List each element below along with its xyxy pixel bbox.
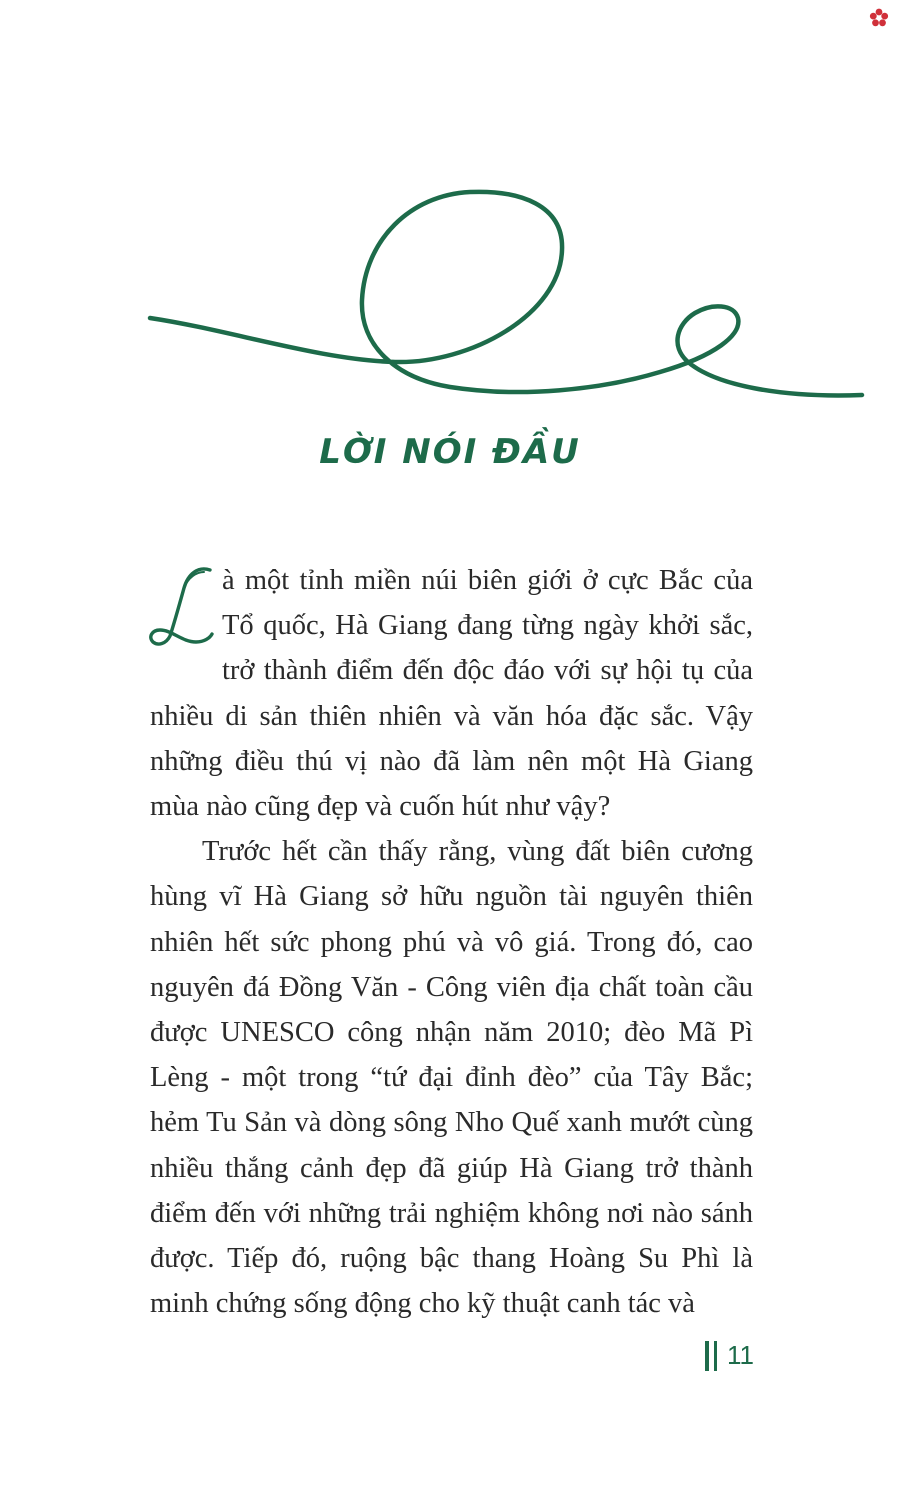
double-bar-icon bbox=[705, 1341, 717, 1371]
drop-cap-letter-l bbox=[148, 564, 218, 650]
paragraph-1-text: à một tỉnh miền núi biên giới ở cực Bắc của Tổ quốc, Hà Giang đang từng ngày khởi sắc, trở thành điểm đến độc đáo với sự hội tụ của nhiều di sản thiên nhiên và văn hóa đặc sắc. Vậy những điều thú vị nào đã làm nên một Hà Giang mùa nào cũng đẹp và cuốn hút như vậy? bbox=[150, 565, 753, 823]
swirl-flourish-icon bbox=[0, 0, 900, 420]
chapter-title: LỜI NÓI ĐẦU bbox=[319, 432, 581, 472]
page-number: 11 bbox=[727, 1340, 754, 1370]
page-footer bbox=[705, 1340, 754, 1371]
body-text bbox=[150, 558, 753, 1326]
paragraph-1 bbox=[150, 558, 753, 829]
paragraph-2: Trước hết cần thấy rằng, vùng đất biên cương hùng vĩ Hà Giang sở hữu nguồn tài nguyên thiên nhiên hết sức phong phú và vô giá. Trong đó, cao nguyên đá Đồng Văn - Công viên địa chất toàn cầu được UNESCO công nhận năm 2010; đèo Mã Pì Lèng - một trong “tứ đại đỉnh đèo” của Tây Bắc; hẻm Tu Sản và dòng sông Nho Quế xanh mướt cùng nhiều thắng cảnh đẹp đã giúp Hà Giang trở thành điểm đến với những trải nghiệm không nơi nào sánh được. Tiếp đó, ruộng bậc thang Hoàng Su Phì là minh chứng sống động cho kỹ thuật canh tác và bbox=[150, 836, 753, 1320]
flower-logo-icon bbox=[868, 7, 890, 29]
